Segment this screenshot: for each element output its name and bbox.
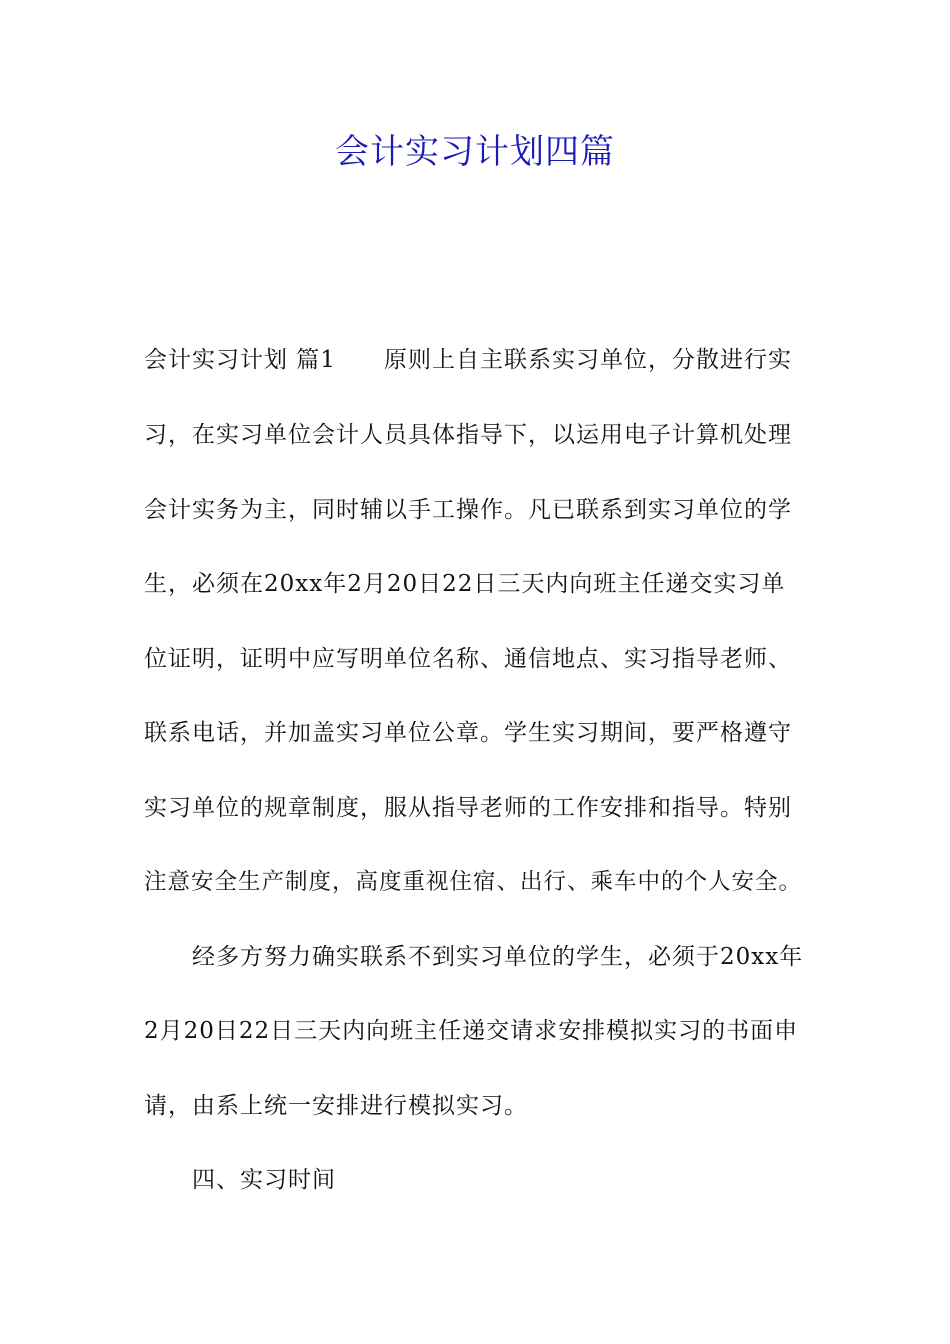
section-heading: 四、实习时间 [144,1167,336,1193]
document-title: 会计实习计划四篇 [335,132,615,172]
body-line: 会计实务为主，同时辅以手工操作。凡已联系到实习单位的学 [144,497,792,523]
body-line: 习，在实习单位会计人员具体指导下，以运用电子计算机处理 [144,422,792,448]
body-line: 会计实习计划 篇1 原则上自主联系实习单位，分散进行实 [144,347,792,373]
body-line: 经多方努力确实联系不到实习单位的学生，必须于20xx年 [144,944,804,970]
body-line: 请，由系上统一安排进行模拟实习。 [144,1093,528,1119]
body-line: 2月20日22日三天内向班主任递交请求安排模拟实习的书面申 [144,1018,799,1044]
body-line: 注意安全生产制度，高度重视住宿、出行、乘车中的个人安全。 [144,869,803,895]
body-line: 联系电话，并加盖实习单位公章。学生实习期间，要严格遵守 [144,720,792,746]
body-line: 生，必须在20xx年2月20日22日三天内向班主任递交实习单 [144,571,786,597]
body-line: 位证明，证明中应写明单位名称、通信地点、实习指导老师、 [144,646,792,672]
body-line: 实习单位的规章制度，服从指导老师的工作安排和指导。特别 [144,795,792,821]
